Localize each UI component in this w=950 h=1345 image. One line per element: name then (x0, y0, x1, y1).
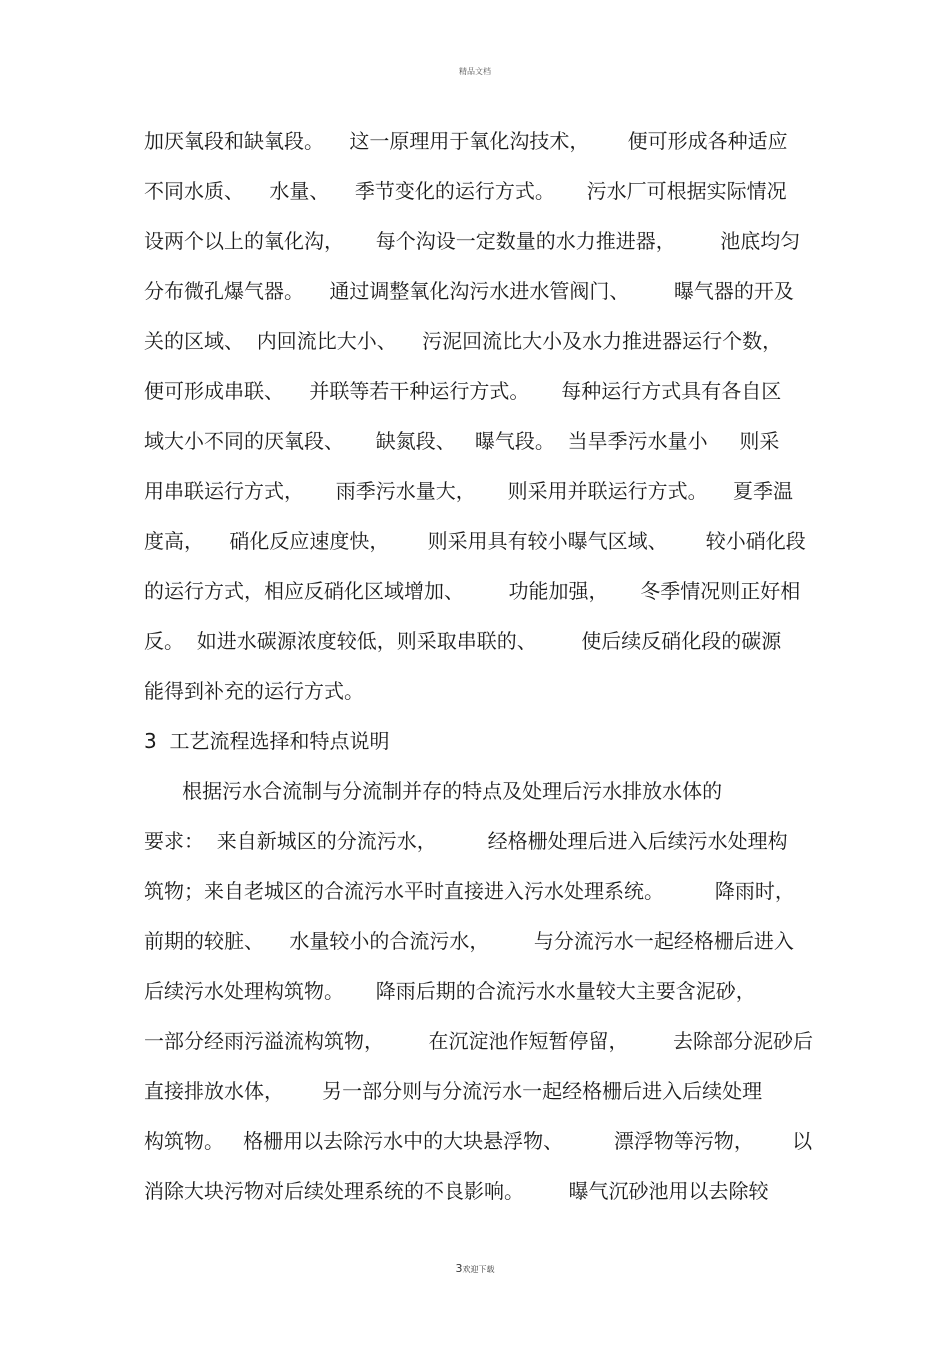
text-line: 用串联运行方式， 雨季污水量大， 则采用并联运行方式。 夏季温 (144, 479, 794, 503)
text-line: 关的区域、 内回流比大小、 污泥回流比大小及水力推进器运行个数， (144, 329, 783, 353)
text-line: 前期的较脏、 水量较小的合流污水， 与分流污水一起经格栅后进入 (144, 929, 794, 953)
text-line: 反。 如进水碳源浓度较低，则采取串联的、 使后续反硝化段的碳源 (144, 629, 782, 653)
text-line: 加厌氧段和缺氧段。 这一原理用于氧化沟技术， 便可形成各种适应 (144, 129, 788, 153)
page-header: 精品文档 (459, 67, 491, 76)
page-number: 3 (455, 1262, 463, 1275)
text-line: 要求： 来自新城区的分流污水， 经格栅处理后进入后续污水处理构 (144, 829, 788, 853)
text-line: 后续污水处理构筑物。 降雨后期的合流污水水量较大主要含泥砂， (144, 979, 756, 1003)
text-line: 便可形成串联、 并联等若干种运行方式。 每种运行方式具有各自区 (144, 379, 782, 403)
text-line: 直接排放水体， 另一部分则与分流污水一起经格栅后进入后续处理 (144, 1079, 763, 1103)
text-line: 的运行方式，相应反硝化区域增加、 功能加强， 冬季情况则正好相 (144, 579, 801, 603)
page-footer (0, 1262, 950, 1275)
text-line: 消除大块污物对后续处理系统的不良影响。 曝气沉砂池用以去除较 (144, 1179, 769, 1203)
text-line: 筑物；来自老城区的合流污水平时直接进入污水处理系统。 降雨时， (144, 879, 795, 903)
document-body (144, 116, 814, 1216)
text-line: 分布微孔爆气器。 通过调整氧化沟污水进水管阀门、 曝气器的开及 (144, 279, 794, 303)
section-heading: 3 工艺流程选择和特点说明 (144, 729, 390, 753)
text-line: 设两个以上的氧化沟， 每个沟设一定数量的水力推进器， 池底均匀 (144, 229, 801, 253)
text-line: 度高， 硝化反应速度快， 则采用具有较小曝气区域、 较小硝化段 (144, 529, 806, 553)
text-line: 能得到补充的运行方式。 (144, 679, 364, 703)
footer-text: 欢迎下载 (462, 1265, 495, 1274)
text-line: 一部分经雨污溢流构筑物， 在沉淀池作短暂停留， 去除部分泥砂后 (144, 1029, 814, 1053)
text-line: 根据污水合流制与分流制并存的特点及处理后污水排放水体的 (144, 779, 723, 803)
text-line: 不同水质、 水量、 季节变化的运行方式。 污水厂可根据实际情况 (144, 179, 787, 203)
text-line: 域大小不同的厌氧段、 缺氮段、 曝气段。 当旱季污水量小 则采 (144, 429, 780, 453)
text-line: 构筑物。 格栅用以去除污水中的大块悬浮物、 漂浮物等污物， 以 (144, 1129, 813, 1153)
